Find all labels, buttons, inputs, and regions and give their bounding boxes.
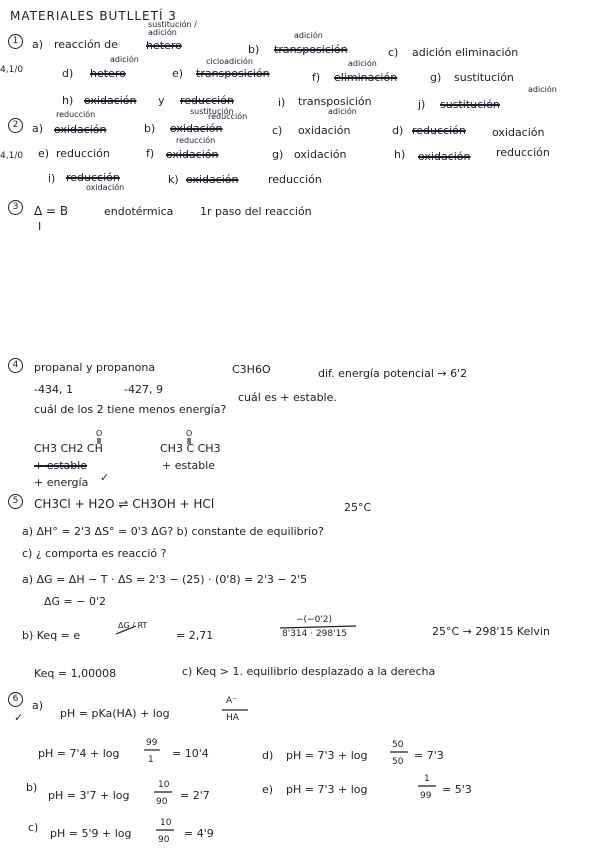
q1-b-correction: adición [294,31,323,40]
q6-formula-denominator: HA [226,713,239,723]
q1-d-struck: hetero [90,67,126,80]
q2-a-struck: oxidación [54,123,107,136]
q6-c-numerator: 10 [160,818,172,828]
q1-f-label: f) [312,71,321,84]
q2-e-text: reducción [56,147,110,160]
q3-text-1: endotérmica [104,205,174,218]
question-5-number: 5 [8,494,23,509]
question-1-number: 1 [8,34,23,49]
q6-c-result: = 4'9 [184,827,214,840]
q4-mol-1-label-2: + energía [34,476,89,489]
q6-a-calc: pH = 7'4 + log [38,747,120,760]
q1-a-label: a) [32,38,44,51]
q2-k-text: reducción [268,173,322,186]
q6-e-label: e) [262,783,274,796]
q5-b-result: = 2,71 [176,629,214,642]
q1-i-correction: adición [328,107,357,116]
q1-g-label: g) [430,71,442,84]
q2-f-struck: oxidación [166,148,219,161]
q2-d-label: d) [392,124,404,137]
q5-calc-1: a) ΔG = ΔH − T · ΔS = 2'3 − (25) · (0'8) = 2'3 − 2'5 [22,573,308,586]
q6-d-result: = 7'3 [414,749,444,762]
q6-a-label: a) [32,699,44,712]
q4-molecule-1: CH3 CH2 CH [34,442,103,455]
checkmark-icon: ✓ [14,711,24,724]
q5-c-line: c) ¿ comporta es reacció ? [22,547,167,560]
q2-k-label: k) [168,173,179,186]
q4-mol-1-oxygen: O [96,429,103,438]
q6-d-label: d) [262,749,274,762]
question-4-number: 4 [8,358,23,373]
q5-c-answer: c) Keq > 1. equilibrio desplazado a la derecha [182,665,436,678]
q1-e-struck: transposición [196,67,270,80]
q2-f-correction: reducción [176,136,216,145]
question-1-score: 4,1/0 [0,65,24,75]
q2-i-struck: reducción [66,171,120,184]
q4-value-1: -434, 1 [34,383,73,396]
q1-j-label: j) [418,98,426,111]
q2-h-struck: oxidación [418,150,471,163]
q1-h-label: h) [62,94,74,107]
q1-h-correction: sustitución [190,107,234,116]
question-2-number: 2 [8,118,23,133]
question-6-number: 6 [8,692,23,707]
q5-keq-value: Keq = 1,00008 [34,667,117,680]
q1-f-correction: adición [348,59,377,68]
q1-c-text: adición eliminación [412,46,519,59]
q2-b-correction: reducción [208,112,248,121]
q2-a-correction: reducción [56,110,96,119]
q4-line-1b: C3H6O [232,363,271,376]
q2-e-label: e) [38,147,50,160]
q1-j-struck: sustitución [440,98,500,111]
q2-c-label: c) [272,124,283,137]
q4-mol-2-label-1: + estable [162,459,216,472]
q2-b-struck: oxidación [170,122,223,135]
q4-molecule-2: CH3 C CH3 [160,442,221,455]
q6-e-calc: pH = 7'3 + log [286,783,368,796]
q6-e-numerator: 1 [424,774,430,784]
q6-d-denominator: 50 [392,757,404,767]
q1-a-correction: sustitución / adición [148,20,197,37]
q2-f-label: f) [146,147,155,160]
q5-b-denominator: 8'314 · 298'15 [282,629,348,639]
q6-c-calc: pH = 5'9 + log [50,827,132,840]
q1-b-struck: transposición [274,43,348,56]
q2-g-text: oxidación [294,148,347,161]
q1-d-correction: adición [110,55,139,64]
q1-j-correction: adición [528,85,557,94]
q3-roman-numeral: I [38,220,42,233]
q5-b-lhs: b) Keq = e [22,629,81,642]
q6-d-calc: pH = 7'3 + log [286,749,368,762]
q2-h-text: reducción [496,146,550,159]
q6-b-result: = 2'7 [180,789,210,802]
q6-formula-numerator: A⁻ [226,696,237,706]
q4-value-2: -427, 9 [124,383,163,396]
q4-line-1a: propanal y propanona [34,361,156,374]
question-2-score: 4,1/0 [0,151,24,161]
q1-b-label: b) [248,43,260,56]
q5-calc-2: ΔG = − 0'2 [44,595,106,608]
q1-a-text: reacción de [54,38,118,51]
q6-a-denominator: 1 [148,755,154,765]
q5-b-exponent: ΔG / RT [118,621,148,630]
q1-h-struck-2: reducción [180,94,234,107]
q6-d-numerator: 50 [392,740,404,750]
q6-e-denominator: 99 [420,791,432,801]
q2-i-label: i) [48,172,56,185]
q1-h-text: y [158,94,165,107]
q4-line-2: cuál es + estable. [238,391,337,404]
q2-k-struck: oxidación [186,173,239,186]
checkmark-icon: ✓ [100,471,110,484]
q6-b-numerator: 10 [158,780,170,790]
q1-i-text: transposición [298,95,372,108]
q5-a-line: a) ΔH° = 2'3 ΔS° = 0'3 ΔG? b) constante de equilibrio? [22,525,324,538]
q2-i-correction: oxidación [86,183,125,192]
q1-e-correction: cicloadición [206,57,253,66]
q2-b-label: b) [144,122,156,135]
q2-a-label: a) [32,122,44,135]
q2-h-label: h) [394,148,406,161]
page-title: MATERIALES BUTLLETÍ 3 [10,9,177,23]
q5-b-temperature-conversion: 25°C → 298'15 Kelvin [432,625,550,638]
q6-a-numerator: 99 [146,738,158,748]
q4-line-1c: dif. energía potencial → 6'2 [318,367,468,380]
q4-line-3: cuál de los 2 tiene menos energía? [34,403,227,416]
q5-b-numerator: −(−0'2) [296,615,333,625]
q6-b-denominator: 90 [156,797,168,807]
q1-i-label: i) [278,96,286,109]
q6-b-calc: pH = 3'7 + log [48,789,130,802]
q3-equation: Δ = B [34,204,69,218]
q2-c-text: oxidación [298,124,351,137]
q1-c-label: c) [388,46,399,59]
q2-d-text: oxidación [492,126,545,139]
q2-d-struck: reducción [412,124,466,137]
q4-mol-1-label-1: + estable [34,459,88,472]
q6-b-label: b) [26,781,38,794]
q1-d-label: d) [62,67,74,80]
q6-e-result: = 5'3 [442,783,472,796]
q1-g-text: sustitución [454,71,514,84]
q1-e-label: e) [172,67,184,80]
q3-text-2: 1r paso del reacción [200,205,312,218]
q1-a-struck: hetero [146,39,182,52]
q6-a-result: = 10'4 [172,747,209,760]
q2-g-label: g) [272,148,284,161]
q6-c-denominator: 90 [158,835,170,845]
q6-formula: pH = pKa(HA) + log [60,707,170,720]
q1-h-struck: oxidación [84,94,137,107]
q1-f-struck: eliminación [334,71,398,84]
question-3-number: 3 [8,200,23,215]
q4-mol-2-oxygen: O [186,429,193,438]
q6-c-label: c) [28,821,39,834]
q5-temperature: 25°C [344,501,372,514]
q5-reaction: CH3Cl + H2O ⇌ CH3OH + HCl [34,497,215,511]
